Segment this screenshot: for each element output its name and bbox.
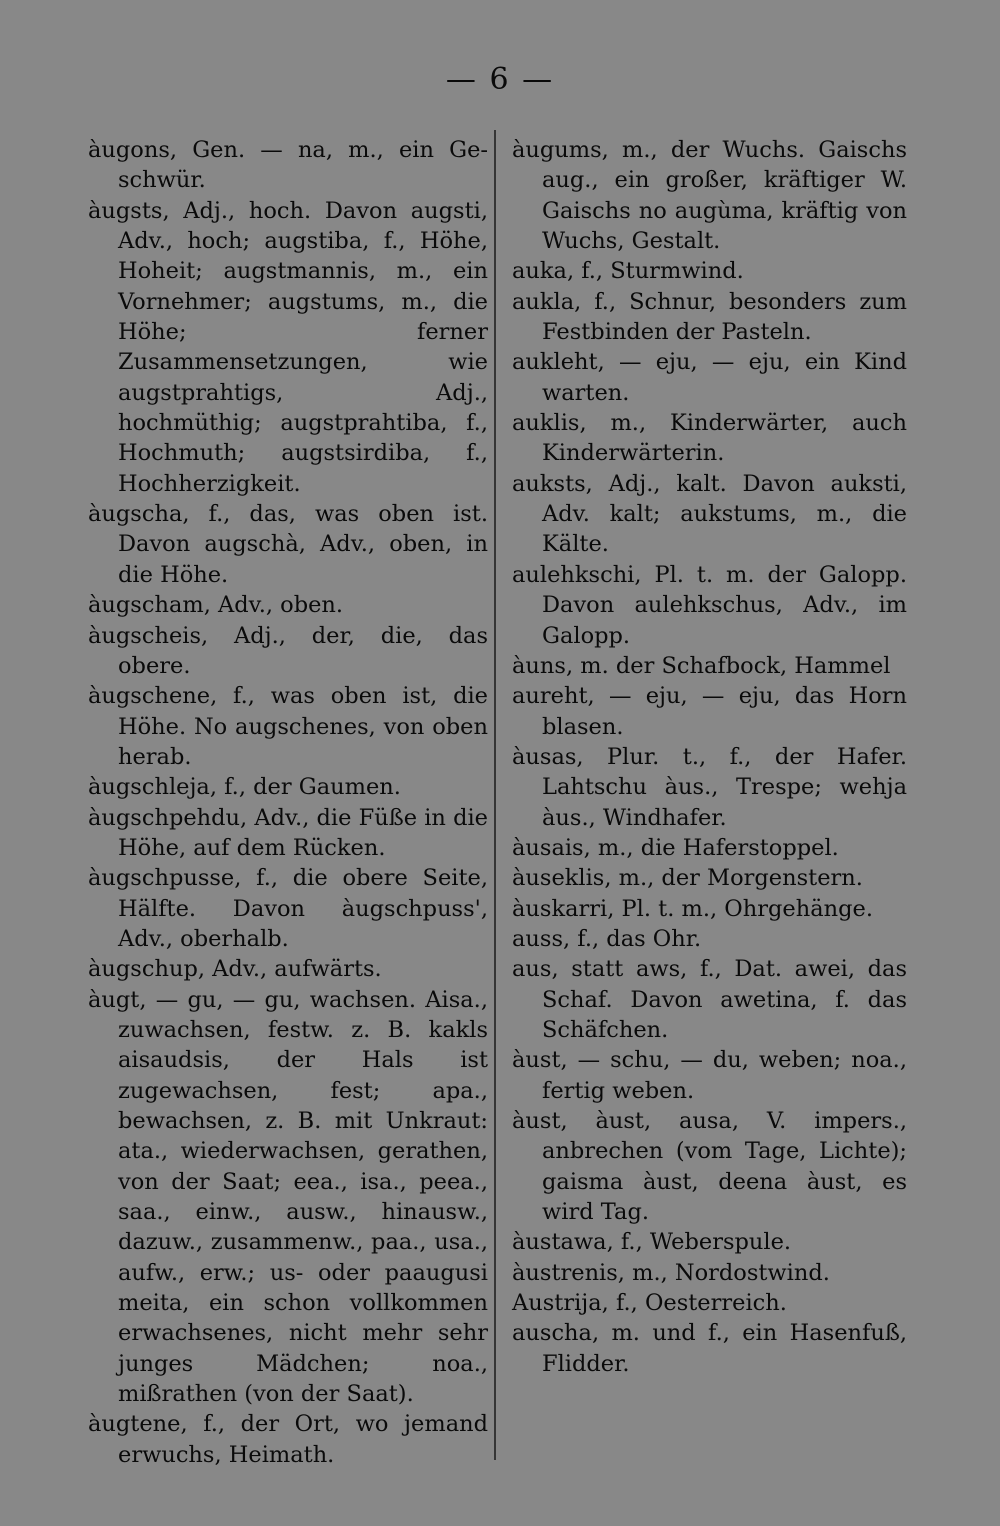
dictionary-entry: àust, àust, ausa, V. impers., anbrechen (vom Tage, Lichte); gaisma àust, deena àust, es wird Tag. (512, 1108, 907, 1226)
dictionary-entry: Austrija, f., Oesterreich. (512, 1290, 787, 1317)
dictionary-entry: àugons, Gen. — na, m., ein Ge- schwür. (88, 137, 488, 194)
dictionary-entry: àuskarri, Pl. t. m., Ohrgehänge. (512, 895, 873, 922)
dictionary-entry: àugschene, f., was oben ist, die Höhe. No augschenes, von oben herab. (88, 683, 488, 770)
dictionary-entry: àugscheis, Adj., der, die, das obere. (88, 622, 488, 679)
column-divider (494, 130, 496, 1460)
dictionary-entry: auscha, m. und f., ein Hasenfuß, Flidder. (512, 1320, 907, 1377)
dictionary-entry: àusas, Plur. t., f., der Hafer. Lahtschu àus., Trespe; wehja àus., Windhafer. (512, 743, 907, 831)
dictionary-entry: àustrenis, m., Nordostwind. (512, 1259, 830, 1286)
dictionary-entry: àugschpusse, f., die obere Seite, Hälfte. Davon àugschpuss', Adv., oberhalb. (88, 865, 488, 952)
dictionary-entry: àust, — schu, — du, weben; noa., fertig weben. (512, 1047, 907, 1104)
dictionary-entry: àuns, m. der Schafbock, Hammel (512, 652, 891, 679)
dictionary-entry: àugscham, Adv., oben. (88, 592, 344, 619)
dictionary-entry: àugt, — gu, — gu, wachsen. Aisa., zuwachsen, festw. z. B. kakls aisaudsis, der Hals ist zugewachsen, fest; apa., bewachsen, z. B. mit Unkraut: ata., wiederwachsen, gerathen, von der Saat; eea., isa., peea., saa., einw., ausw., hinausw., dazuw., zusammenw., paa., usa., aufw., erw.; us- oder paaugusi meita, ein schon vollkommen erwachsenes, nicht mehr sehr junges Mädchen; noa., mißrathen (von der Saat). (88, 986, 488, 1408)
dictionary-entry: àugschleja, f., der Gaumen. (88, 774, 401, 801)
dictionary-entry: auss, f., das Ohr. (512, 925, 702, 952)
dictionary-entry: àugschup, Adv., aufwärts. (88, 956, 382, 983)
left-column (88, 135, 488, 1470)
dictionary-entry: auklis, m., Kinderwärter, auch Kinderwärterin. (512, 410, 907, 467)
dictionary-entry: aukla, f., Schnur, besonders zum Festbinden der Pasteln. (512, 288, 907, 346)
dictionary-entry: aureht, — eju, — eju, das Horn blasen. (512, 683, 907, 740)
dictionary-entry: auka, f., Sturmwind. (512, 258, 744, 285)
dictionary-entry: aus, statt aws, f., Dat. awei, das Schaf. Davon awetina, f. das Schäfchen. (512, 956, 907, 1043)
dictionary-entry: àuseklis, m., der Morgenstern. (512, 865, 863, 892)
dictionary-entry: àusais, m., die Haferstoppel. (512, 834, 839, 861)
right-column (512, 135, 907, 1379)
dictionary-entry: àustawa, f., Weberspule. (512, 1229, 792, 1256)
dictionary-entry: aukleht, — eju, — eju, ein Kind warten. (512, 349, 907, 406)
dictionary-entry: auksts, Adj., kalt. Davon auksti, Adv. kalt; aukstums, m., die Kälte. (512, 470, 907, 558)
dictionary-entry: àugscha, f., das, was oben ist. Davon augschà, Adv., oben, in die Höhe. (88, 501, 488, 588)
dictionary-entry: àugsts, Adj., hoch. Davon augsti, Adv., hoch; augstiba, f., Höhe, Hoheit; augstmannis, m., ein Vornehmer; augstums, m., die Höhe; ferner Zusammensetzungen, wie augstprahtigs, Adj., hochmüthig; augstprahtiba, f., Hochmuth; augstsirdiba, f., Hochherzigkeit. (88, 197, 488, 497)
dictionary-entry: àugtene, f., der Ort, wo jemand erwuchs, Heimath. (88, 1411, 488, 1468)
dictionary-entry: aulehkschi, Pl. t. m. der Galopp. Davon aulehkschus, Adv., im Galopp. (512, 561, 907, 649)
page-number: — 6 — (445, 62, 555, 97)
dictionary-entry: àugums, m., der Wuchs. Gaischs aug., ein großer, kräftiger W. Gaischs no augùma, kräftig von Wuchs, Gestalt. (512, 137, 907, 255)
dictionary-entry: àugschpehdu, Adv., die Füße in die Höhe, auf dem Rücken. (88, 804, 488, 861)
